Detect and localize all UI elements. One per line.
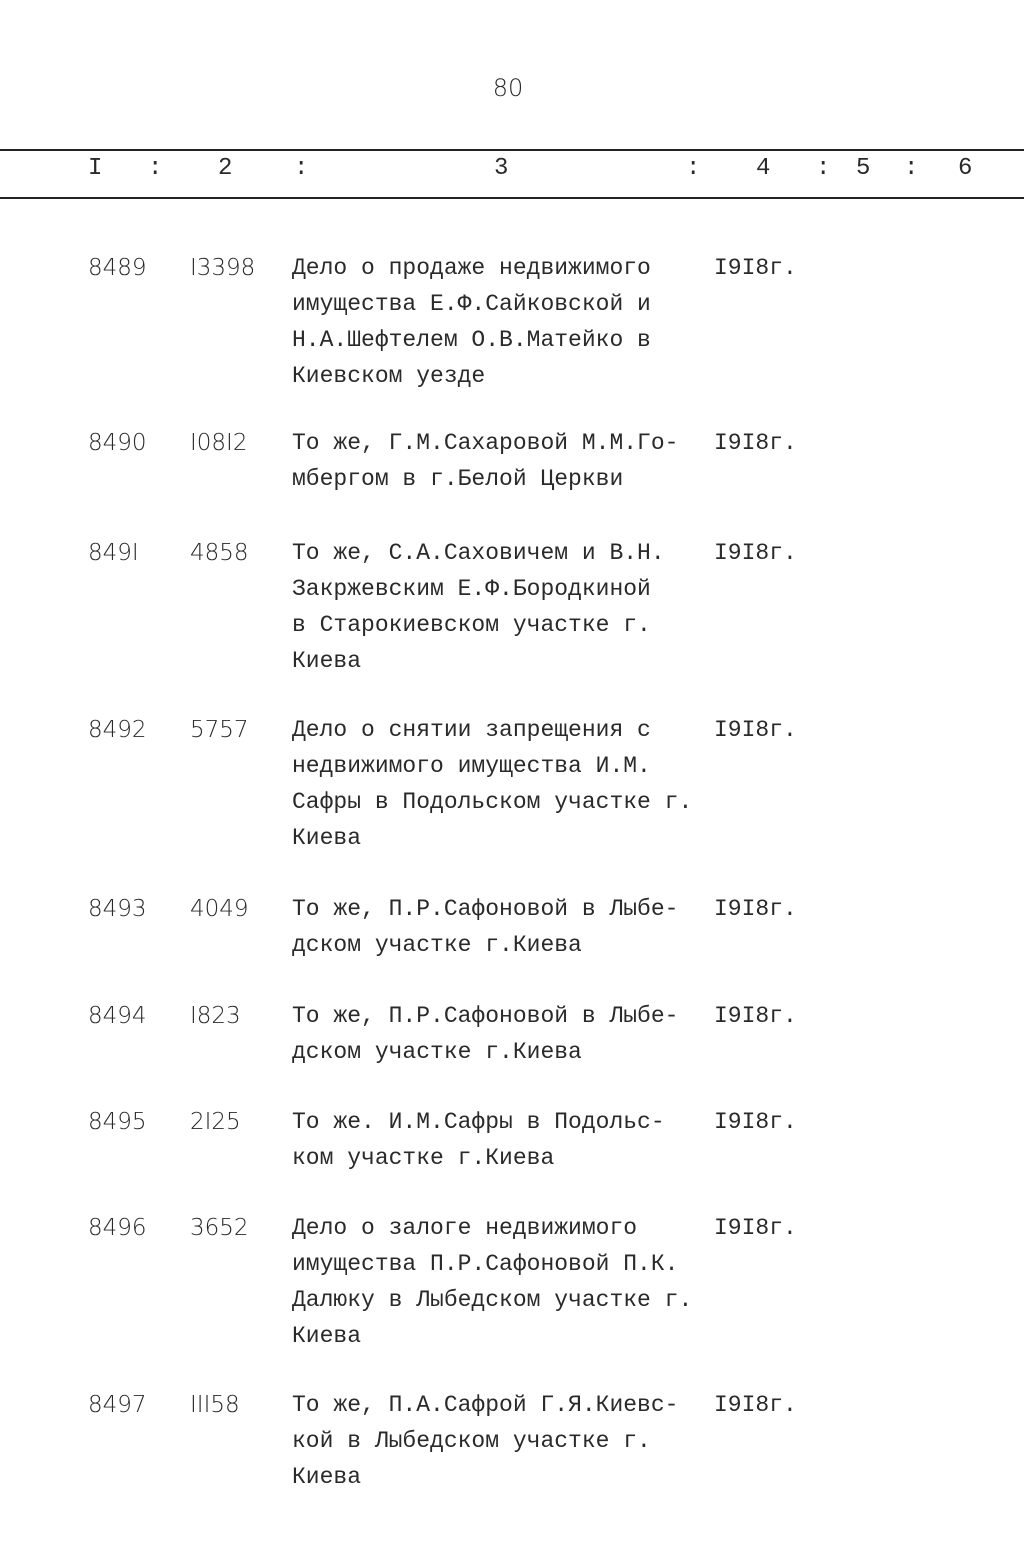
entry-code: 4049 [190, 896, 249, 922]
entry-date: I9I8г. [714, 430, 797, 456]
entry-number: 8494 [88, 1003, 147, 1029]
entry-number: 8490 [88, 430, 147, 456]
entry-description: Дело о снятии запрещения с недвижимого имущества И.М. Сафры в Подольском участке г. Киева [292, 717, 693, 851]
entry-description: Дело о продаже недвижимого имущества Е.Ф.Сайковской и Н.А.Шефтелем О.В.Матейко в Киевском уезде [292, 255, 651, 389]
entry-code: I3398 [190, 255, 256, 281]
entry-description: То же, П.А.Сафрой Г.Я.Киевс- кой в Лыбедском участке г. Киева [292, 1392, 679, 1490]
entry-number: 8489 [88, 255, 147, 281]
header-separator: : [816, 155, 831, 182]
header-separator: : [294, 155, 309, 182]
entry-description: То же, П.Р.Сафоновой в Лыбе- дском участке г.Киева [292, 896, 679, 958]
header-separator: : [148, 155, 163, 182]
entry-number: 8493 [88, 896, 147, 922]
header-separator: : [686, 155, 701, 182]
entry-code: 2I25 [190, 1109, 241, 1135]
header-col-5: 5 [856, 155, 871, 182]
entry-code: I08I2 [190, 430, 248, 456]
entry-number: 8495 [88, 1109, 147, 1135]
entry-number: 8497 [88, 1392, 147, 1418]
table-header [0, 155, 1024, 191]
entry-number: 849I [88, 540, 139, 566]
header-bottom-rule [0, 197, 1024, 199]
entry-date: I9I8г. [714, 717, 797, 743]
entry-date: I9I8г. [714, 255, 797, 281]
header-top-rule [0, 149, 1024, 151]
header-col-6: 6 [958, 155, 973, 182]
entry-number: 8492 [88, 717, 147, 743]
page-number: 80 [492, 74, 524, 102]
header-col-4: 4 [756, 155, 771, 182]
entry-description: Дело о залоге недвижимого имущества П.Р.Сафоновой П.К. Далюку в Лыбедском участке г. Киева [292, 1215, 693, 1349]
entry-description: То же, П.Р.Сафоновой в Лыбе- дском участке г.Киева [292, 1003, 679, 1065]
entry-description: То же, С.А.Саховичем и В.Н. Закржевским Е.Ф.Бородкиной в Старокиевском участке г. Киева [292, 540, 665, 674]
entry-code: 5757 [190, 717, 249, 743]
entry-date: I9I8г. [714, 540, 797, 566]
entry-date: I9I8г. [714, 896, 797, 922]
entry-description: То же. И.М.Сафры в Подольс- ком участке г.Киева [292, 1109, 665, 1171]
header-col-2: 2 [218, 155, 233, 182]
entry-date: I9I8г. [714, 1109, 797, 1135]
entry-date: I9I8г. [714, 1392, 797, 1418]
header-separator: : [904, 155, 919, 182]
entry-number: 8496 [88, 1215, 147, 1241]
entry-date: I9I8г. [714, 1003, 797, 1029]
header-col-3: 3 [494, 155, 509, 182]
entry-date: I9I8г. [714, 1215, 797, 1241]
header-col-1: I [88, 155, 103, 182]
entry-code: 4858 [190, 540, 249, 566]
entry-description: То же, Г.М.Сахаровой М.М.Го- мбергом в г.Белой Церкви [292, 430, 679, 492]
entry-code: 3652 [190, 1215, 249, 1241]
entry-code: III58 [190, 1392, 240, 1418]
entry-code: I823 [190, 1003, 241, 1029]
